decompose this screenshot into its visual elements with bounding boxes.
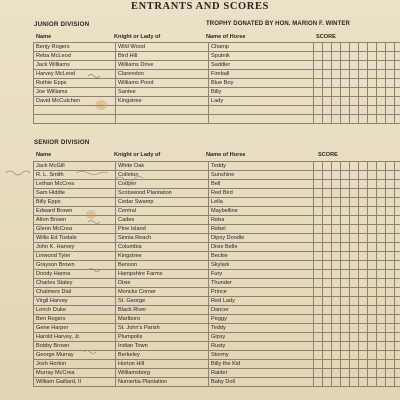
trophy-note: TROPHY DONATED BY HON. MARION F. WINTER	[206, 21, 350, 27]
knight-or-lady-of: Hampshire Farms	[116, 270, 209, 279]
senior-header-knight: Knight or Lady of	[114, 152, 161, 158]
horse-name: Fury	[209, 270, 314, 279]
horse-name: Lady	[209, 97, 314, 106]
horse-name: Baby Doll	[209, 378, 314, 387]
horse-name: Champ	[209, 43, 314, 52]
entrant-name: Doody Hanna	[34, 270, 116, 279]
horse-name: Rusty	[209, 342, 314, 351]
entrant-name: John K. Harvey	[34, 243, 116, 252]
horse-name: Fireball	[209, 70, 314, 79]
entrant-name: Jack McGill	[34, 162, 116, 171]
knight-or-lady-of: Williamsborg	[116, 369, 209, 378]
horse-name: Rebel	[209, 225, 314, 234]
entrant-name: Billy Epps	[34, 198, 116, 207]
knight-or-lady-of: Pine Island	[116, 225, 209, 234]
knight-or-lady-of: Colleton	[116, 171, 209, 180]
knight-or-lady-of: Clarendon	[116, 70, 209, 79]
entrant-name: Murray McCrea	[34, 369, 116, 378]
horse-name: Stormy	[209, 351, 314, 360]
entrant-name: Benjy Rogers	[34, 43, 116, 52]
knight-or-lady-of: Cades	[116, 216, 209, 225]
knight-or-lady-of: Scotswood Plantation	[116, 189, 209, 198]
senior-header-name: Name	[36, 152, 52, 158]
horse-name: Reba	[209, 216, 314, 225]
entrant-name: R. L. Smith	[34, 171, 116, 180]
pencil-scribble	[6, 171, 30, 175]
entrant-name: Reba McLeod	[34, 52, 116, 61]
entrant-name: Glenn McCrea	[34, 225, 116, 234]
knight-or-lady-of: Numertia Plantation	[116, 378, 209, 387]
entrant-name: David McCutchen	[34, 97, 116, 106]
knight-or-lady-of: Moncks Corner	[116, 288, 209, 297]
horse-name: Raider	[209, 369, 314, 378]
entrant-name: Sam Hiddle	[34, 189, 116, 198]
knight-or-lady-of: Berkeley	[116, 351, 209, 360]
entrant-name: Joe Williams	[34, 88, 116, 97]
horse-name: Red Lady	[209, 297, 314, 306]
horse-name: Teddy	[209, 162, 314, 171]
knight-or-lady-of: Marlboro	[116, 315, 209, 324]
knight-or-lady-of: Cedar Swamp	[116, 198, 209, 207]
junior-header-name: Name	[36, 34, 52, 40]
pencil-scribble	[88, 221, 100, 224]
knight-or-lady-of: Columbia	[116, 243, 209, 252]
pencil-scribble	[84, 351, 96, 354]
pencil-scribble	[88, 75, 100, 78]
horse-name: Dipsy Doodle	[209, 234, 314, 243]
knight-or-lady-of: St. John's Parish	[116, 324, 209, 333]
knight-or-lady-of: St. George	[116, 297, 209, 306]
entrant-name: George Murray	[34, 351, 116, 360]
horse-name: Dixie Belle	[209, 243, 314, 252]
horse-name: Bell	[209, 180, 314, 189]
junior-division-heading: JUNIOR DIVISION	[34, 21, 90, 28]
knight-or-lady-of: Black River	[116, 306, 209, 315]
senior-header-score: SCORE	[318, 152, 338, 158]
page-title: ENTRANTS AND SCORES	[130, 1, 269, 12]
entrant-name: Ruthie Epps	[34, 79, 116, 88]
knight-or-lady-of: Benson	[116, 261, 209, 270]
knight-or-lady-of: Williams Pond	[116, 79, 209, 88]
entrant-name: Lonch Duke	[34, 306, 116, 315]
horse-name: Thunder	[209, 279, 314, 288]
entrant-name: Josh Horton	[34, 360, 116, 369]
horse-name: Beckie	[209, 252, 314, 261]
horse-name: Peggy	[209, 315, 314, 324]
entrant-name: Alton Brown	[34, 216, 116, 225]
entrant-name: Chalmers Dial	[34, 288, 116, 297]
pencil-scribble	[115, 177, 143, 183]
entrant-name: Willis Ed Tisdale	[34, 234, 116, 243]
entrant-name: Ben Rogers	[34, 315, 116, 324]
entrant-name: Bobby Brown	[34, 342, 116, 351]
entrant-name: Grayson Brown	[34, 261, 116, 270]
horse-name: Lella	[209, 198, 314, 207]
junior-header-score: SCORE	[316, 34, 336, 40]
entrant-name: Edward Brown	[34, 207, 116, 216]
entrant-name: Lethan McCrea	[34, 180, 116, 189]
knight-or-lady-of: Kingstree	[116, 252, 209, 261]
pencil-scribble	[88, 269, 100, 272]
knight-or-lady-of: Cooper	[116, 180, 209, 189]
knight-or-lady-of: White Oak	[116, 162, 209, 171]
senior-header-horse: Name of Horse	[206, 152, 246, 158]
horse-name: Skylark	[209, 261, 314, 270]
knight-or-lady-of: Central	[116, 207, 209, 216]
knight-or-lady-of: Dixie	[116, 279, 209, 288]
junior-header-horse: Name of Horse	[206, 34, 246, 40]
horse-name: Sunshine	[209, 171, 314, 180]
horse-name: Red Bird	[209, 189, 314, 198]
entrant-name: Linwood Tyler	[34, 252, 116, 261]
entrant-name: Charles Staley	[34, 279, 116, 288]
pencil-scribble	[76, 172, 108, 175]
horse-name: Sputnik	[209, 52, 314, 61]
junior-header-knight: Knight or Lady of	[114, 34, 161, 40]
knight-or-lady-of: Indian Town	[116, 342, 209, 351]
horse-name: Dancer	[209, 306, 314, 315]
horse-name: Maybelline	[209, 207, 314, 216]
entrant-name: Gene Harper	[34, 324, 116, 333]
knight-or-lady-of: Sinnia Reach	[116, 234, 209, 243]
horse-name: Billy	[209, 88, 314, 97]
horse-name: Billy the Kid	[209, 360, 314, 369]
entrant-name: Harvey McLeod	[34, 70, 116, 79]
horse-name: Teddy	[209, 324, 314, 333]
entrant-name: Harold Harvey, Jr.	[34, 333, 116, 342]
knight-or-lady-of: Kingstree	[116, 97, 209, 106]
entrant-name: William Gaillard, II	[34, 378, 116, 387]
knight-or-lady-of: Plumpolis	[116, 333, 209, 342]
horse-name: Gipsy	[209, 333, 314, 342]
entrant-name: Virgil Harvey	[34, 297, 116, 306]
horse-name: Prince	[209, 288, 314, 297]
horse-name: Saddler	[209, 61, 314, 70]
knight-or-lady-of: Bird Hill	[116, 52, 209, 61]
entrant-name: Jack Williams	[34, 61, 116, 70]
horse-name: Blue Boy	[209, 79, 314, 88]
knight-or-lady-of: Santee	[116, 88, 209, 97]
knight-or-lady-of: Williams Drive	[116, 61, 209, 70]
knight-or-lady-of: Horton Hill	[116, 360, 209, 369]
senior-division-heading: SENIOR DIVISION	[34, 139, 90, 146]
knight-or-lady-of: Wild Wood	[116, 43, 209, 52]
